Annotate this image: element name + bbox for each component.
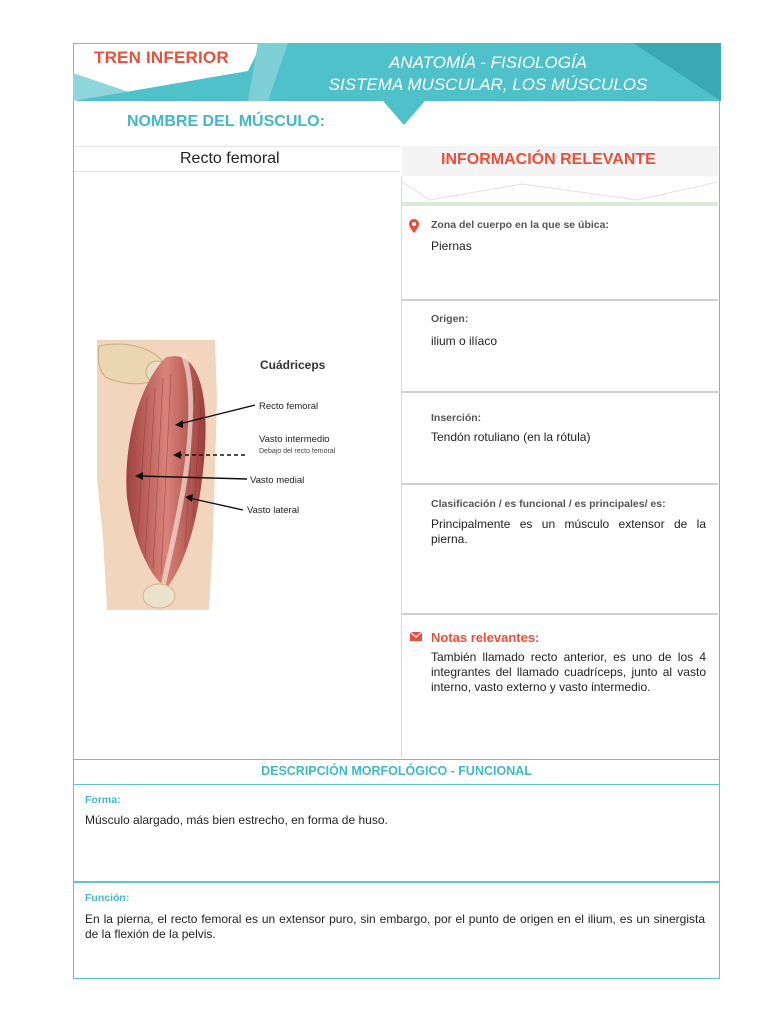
divider	[402, 483, 718, 485]
header-title-line2: SISTEMA MUSCULAR, LOS MÚSCULOS	[328, 75, 648, 94]
illus-label-recto: Recto femoral	[259, 401, 319, 412]
divider	[402, 613, 718, 615]
illus-label-medial: Vasto medial	[250, 475, 305, 486]
clasificacion-label: Clasificación / es funcional / es principales/ es:	[431, 498, 666, 510]
notas-value: También llamado recto anterior, es uno de los 4 integrantes del llamado cuadríceps, junto al vasto interno, vasto externo y vasto intermedio.	[431, 650, 706, 694]
location-pin-icon	[409, 219, 419, 233]
divider	[402, 299, 718, 301]
info-heading: INFORMACIÓN RELEVANTE	[441, 151, 656, 168]
insercion-label: Inserción:	[431, 412, 482, 424]
zona-label: Zona del cuerpo en la que se úbica:	[431, 219, 609, 231]
illus-label-debajo: Debajo del recto femoral	[259, 448, 336, 455]
forma-value: Músculo alargado, más bien estrecho, en forma de huso.	[85, 813, 388, 827]
notas-label: Notas relevantes:	[431, 630, 540, 645]
muscle-name-label: NOMBRE DEL MÚSCULO:	[127, 113, 325, 130]
header-title-line1: ANATOMÍA - FISIOLOGÍA	[388, 53, 588, 72]
description-heading: DESCRIPCIÓN MORFOLÓGICO - FUNCIONAL	[74, 759, 719, 785]
funcion-value: En la pierna, el recto femoral es un extensor puro, sin embargo, por el punto de origen en el ilium, es un sinergista de la flexión de la pelvis.	[85, 912, 705, 941]
green-divider	[402, 202, 718, 206]
quadriceps-illustration	[97, 338, 362, 614]
divider	[402, 391, 718, 393]
zigzag-decoration	[402, 178, 718, 204]
zona-value: Piernas	[431, 239, 472, 253]
funcion-label: Función:	[85, 892, 130, 904]
section-title: TREN INFERIOR	[94, 48, 229, 67]
illus-label-lateral: Vasto lateral	[247, 505, 300, 516]
insercion-value: Tendón rotuliano (en la rótula)	[431, 430, 591, 444]
illus-label-intermedio: Vasto intermedio	[259, 434, 330, 445]
illus-title: Cuádriceps	[260, 358, 326, 372]
clasificacion-value: Principalmente es un músculo extensor de la pierna.	[431, 517, 706, 546]
divider	[74, 881, 719, 883]
forma-label: Forma:	[85, 794, 121, 806]
envelope-icon	[410, 632, 422, 641]
origen-label: Origen:	[431, 313, 469, 325]
column-divider	[401, 176, 402, 758]
origen-value: ilium o ilíaco	[431, 334, 498, 348]
muscle-name: Recto femoral	[74, 146, 400, 172]
